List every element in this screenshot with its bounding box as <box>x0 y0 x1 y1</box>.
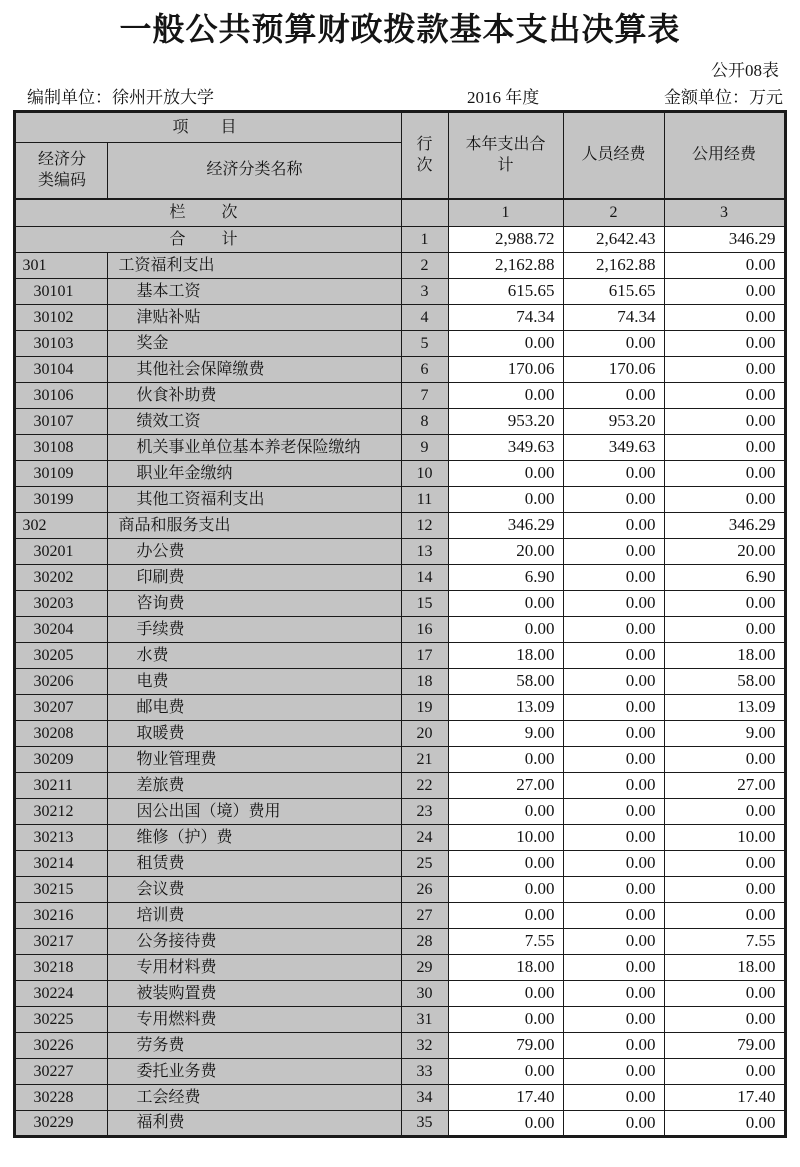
amount-public: 346.29 <box>664 513 785 539</box>
amount-public: 0.00 <box>664 1059 785 1085</box>
econ-name: 委托业务费 <box>108 1059 401 1085</box>
amount-personnel: 0.00 <box>563 1085 664 1111</box>
table-row <box>15 955 785 981</box>
econ-code: 30106 <box>15 383 108 409</box>
table-row <box>15 643 785 669</box>
amount-personnel: 0.00 <box>563 825 664 851</box>
line-no: 16 <box>401 617 448 643</box>
econ-code: 30201 <box>15 539 108 565</box>
table-row <box>15 227 785 253</box>
amount-public: 6.90 <box>664 565 785 591</box>
table-row <box>15 877 785 903</box>
form-code-label: 公开08表 <box>711 61 779 80</box>
table-row <box>15 461 785 487</box>
amount-total: 0.00 <box>448 383 563 409</box>
table-row <box>15 1111 785 1137</box>
line-no: 30 <box>401 981 448 1007</box>
amount-public: 0.00 <box>664 1007 785 1033</box>
econ-name: 伙食补助费 <box>108 383 401 409</box>
econ-name: 专用燃料费 <box>108 1007 401 1033</box>
amount-total: 0.00 <box>448 487 563 513</box>
line-no: 31 <box>401 1007 448 1033</box>
amount-total: 0.00 <box>448 591 563 617</box>
amount-public: 0.00 <box>664 383 785 409</box>
amount-public: 0.00 <box>664 487 785 513</box>
amount-public: 18.00 <box>664 643 785 669</box>
amount-personnel: 0.00 <box>563 747 664 773</box>
header-project: 项 目 <box>15 112 401 143</box>
econ-name: 绩效工资 <box>108 409 401 435</box>
amount-public: 0.00 <box>664 357 785 383</box>
econ-code: 302 <box>15 513 108 539</box>
amount-personnel: 0.00 <box>563 669 664 695</box>
amount-total: 79.00 <box>448 1033 563 1059</box>
econ-name: 福利费 <box>108 1111 401 1137</box>
table-row <box>15 409 785 435</box>
amount-public: 9.00 <box>664 721 785 747</box>
amount-total: 0.00 <box>448 747 563 773</box>
econ-name: 工会经费 <box>108 1085 401 1111</box>
amount-unit-label: 金额单位：万元 <box>664 88 783 107</box>
amount-public: 0.00 <box>664 253 785 279</box>
amount-total: 0.00 <box>448 461 563 487</box>
econ-name: 维修（护）费 <box>108 825 401 851</box>
prepared-by-label: 编制单位：徐州开放大学 <box>27 88 214 107</box>
header-col-public: 公用经费 <box>664 112 785 199</box>
amount-public: 0.00 <box>664 591 785 617</box>
table-row <box>15 747 785 773</box>
line-no: 21 <box>401 747 448 773</box>
table-row <box>15 669 785 695</box>
econ-name: 其他工资福利支出 <box>108 487 401 513</box>
econ-code: 30109 <box>15 461 108 487</box>
econ-name: 商品和服务支出 <box>108 513 401 539</box>
amount-public: 0.00 <box>664 331 785 357</box>
table-row <box>15 773 785 799</box>
amount-personnel: 2,642.43 <box>563 227 664 253</box>
line-no: 6 <box>401 357 448 383</box>
econ-code: 30101 <box>15 279 108 305</box>
amount-total: 7.55 <box>448 929 563 955</box>
table-row <box>15 487 785 513</box>
econ-code: 301 <box>15 253 108 279</box>
amount-total: 18.00 <box>448 955 563 981</box>
econ-code: 30214 <box>15 851 108 877</box>
fiscal-year-label: 2016 年度 <box>467 88 540 107</box>
amount-total: 27.00 <box>448 773 563 799</box>
econ-code: 30103 <box>15 331 108 357</box>
amount-total: 0.00 <box>448 1059 563 1085</box>
amount-personnel: 0.00 <box>563 1059 664 1085</box>
amount-public: 0.00 <box>664 461 785 487</box>
amount-personnel: 0.00 <box>563 695 664 721</box>
amount-total: 349.63 <box>448 435 563 461</box>
table-row <box>15 305 785 331</box>
amount-total: 13.09 <box>448 695 563 721</box>
econ-name: 电费 <box>108 669 401 695</box>
table-row <box>15 279 785 305</box>
econ-code: 30107 <box>15 409 108 435</box>
amount-personnel: 170.06 <box>563 357 664 383</box>
header-col-total: 本年支出合计 <box>448 112 563 199</box>
amount-public: 0.00 <box>664 877 785 903</box>
amount-total: 2,162.88 <box>448 253 563 279</box>
econ-code: 30205 <box>15 643 108 669</box>
econ-code: 30226 <box>15 1033 108 1059</box>
amount-personnel: 0.00 <box>563 331 664 357</box>
econ-name: 手续费 <box>108 617 401 643</box>
econ-name: 机关事业单位基本养老保险缴纳 <box>108 435 401 461</box>
table-row <box>15 331 785 357</box>
line-no: 28 <box>401 929 448 955</box>
econ-code: 30204 <box>15 617 108 643</box>
line-no: 11 <box>401 487 448 513</box>
econ-code: 30104 <box>15 357 108 383</box>
econ-name: 专用材料费 <box>108 955 401 981</box>
table-row <box>15 799 785 825</box>
econ-name: 基本工资 <box>108 279 401 305</box>
line-no: 1 <box>401 227 448 253</box>
amount-personnel: 0.00 <box>563 721 664 747</box>
amount-public: 0.00 <box>664 981 785 1007</box>
amount-total: 0.00 <box>448 1111 563 1137</box>
expenditure-table <box>13 110 786 1138</box>
line-no: 9 <box>401 435 448 461</box>
page-title: 一般公共预算财政拨款基本支出决算表 <box>119 11 681 47</box>
column-index-3: 3 <box>664 199 785 227</box>
econ-code: 30212 <box>15 799 108 825</box>
line-no: 3 <box>401 279 448 305</box>
amount-public: 79.00 <box>664 1033 785 1059</box>
amount-personnel: 0.00 <box>563 929 664 955</box>
table-row <box>15 1033 785 1059</box>
econ-code: 30207 <box>15 695 108 721</box>
table-row <box>15 513 785 539</box>
line-no: 29 <box>401 955 448 981</box>
amount-public: 346.29 <box>664 227 785 253</box>
econ-code: 30218 <box>15 955 108 981</box>
table-row <box>15 981 785 1007</box>
table-row <box>15 1007 785 1033</box>
econ-code: 30203 <box>15 591 108 617</box>
header-econ-name: 经济分类名称 <box>108 143 401 199</box>
amount-total: 9.00 <box>448 721 563 747</box>
amount-public: 0.00 <box>664 279 785 305</box>
table-row <box>15 695 785 721</box>
amount-total: 20.00 <box>448 539 563 565</box>
table-row <box>15 357 785 383</box>
table-row <box>15 617 785 643</box>
amount-personnel: 0.00 <box>563 955 664 981</box>
amount-total: 18.00 <box>448 643 563 669</box>
table-row <box>15 851 785 877</box>
amount-total: 0.00 <box>448 331 563 357</box>
amount-public: 0.00 <box>664 305 785 331</box>
econ-name: 工资福利支出 <box>108 253 401 279</box>
amount-public: 0.00 <box>664 435 785 461</box>
amount-personnel: 0.00 <box>563 383 664 409</box>
amount-personnel: 0.00 <box>563 1007 664 1033</box>
amount-total: 2,988.72 <box>448 227 563 253</box>
line-no: 5 <box>401 331 448 357</box>
amount-total: 0.00 <box>448 799 563 825</box>
line-no: 18 <box>401 669 448 695</box>
column-index-line-blank <box>401 199 448 227</box>
econ-code: 30202 <box>15 565 108 591</box>
table-row <box>15 721 785 747</box>
amount-personnel: 615.65 <box>563 279 664 305</box>
line-no: 20 <box>401 721 448 747</box>
econ-name: 公务接待费 <box>108 929 401 955</box>
econ-name: 办公费 <box>108 539 401 565</box>
amount-personnel: 0.00 <box>563 981 664 1007</box>
econ-name: 津贴补贴 <box>108 305 401 331</box>
amount-total: 0.00 <box>448 851 563 877</box>
amount-public: 0.00 <box>664 409 785 435</box>
table-row <box>15 825 785 851</box>
econ-code: 30227 <box>15 1059 108 1085</box>
amount-personnel: 0.00 <box>563 461 664 487</box>
amount-total: 0.00 <box>448 981 563 1007</box>
amount-personnel: 2,162.88 <box>563 253 664 279</box>
line-no: 17 <box>401 643 448 669</box>
amount-personnel: 0.00 <box>563 565 664 591</box>
amount-total: 953.20 <box>448 409 563 435</box>
meta-row <box>15 83 785 107</box>
table-row <box>15 435 785 461</box>
amount-public: 17.40 <box>664 1085 785 1111</box>
header-econ-code: 经济分类编码 <box>15 143 108 199</box>
line-no: 22 <box>401 773 448 799</box>
amount-public: 10.00 <box>664 825 785 851</box>
line-no: 33 <box>401 1059 448 1085</box>
econ-code: 30102 <box>15 305 108 331</box>
amount-total: 170.06 <box>448 357 563 383</box>
amount-personnel: 0.00 <box>563 1033 664 1059</box>
econ-name: 因公出国（境）费用 <box>108 799 401 825</box>
econ-code: 30216 <box>15 903 108 929</box>
line-no: 23 <box>401 799 448 825</box>
table-row <box>15 903 785 929</box>
econ-code: 30206 <box>15 669 108 695</box>
amount-personnel: 953.20 <box>563 409 664 435</box>
amount-public: 58.00 <box>664 669 785 695</box>
line-no: 27 <box>401 903 448 929</box>
econ-code: 30208 <box>15 721 108 747</box>
header-col-personnel: 人员经费 <box>563 112 664 199</box>
amount-total: 615.65 <box>448 279 563 305</box>
amount-personnel: 0.00 <box>563 851 664 877</box>
line-no: 14 <box>401 565 448 591</box>
table-body <box>15 199 785 1137</box>
table-row <box>15 929 785 955</box>
line-no: 19 <box>401 695 448 721</box>
econ-code: 30229 <box>15 1111 108 1137</box>
line-no: 34 <box>401 1085 448 1111</box>
column-index-label: 栏 次 <box>15 199 401 227</box>
amount-personnel: 0.00 <box>563 773 664 799</box>
amount-public: 0.00 <box>664 617 785 643</box>
amount-personnel: 0.00 <box>563 799 664 825</box>
amount-total: 346.29 <box>448 513 563 539</box>
amount-total: 0.00 <box>448 903 563 929</box>
econ-code: 30213 <box>15 825 108 851</box>
line-no: 24 <box>401 825 448 851</box>
amount-personnel: 0.00 <box>563 591 664 617</box>
table-row <box>15 539 785 565</box>
line-no: 10 <box>401 461 448 487</box>
line-no: 32 <box>401 1033 448 1059</box>
column-index-1: 1 <box>448 199 563 227</box>
econ-name: 被装购置费 <box>108 981 401 1007</box>
amount-personnel: 0.00 <box>563 617 664 643</box>
econ-name: 物业管理费 <box>108 747 401 773</box>
econ-code: 30199 <box>15 487 108 513</box>
line-no: 25 <box>401 851 448 877</box>
table-row <box>15 565 785 591</box>
amount-total: 0.00 <box>448 617 563 643</box>
amount-personnel: 349.63 <box>563 435 664 461</box>
amount-personnel: 0.00 <box>563 877 664 903</box>
amount-total: 6.90 <box>448 565 563 591</box>
amount-total: 58.00 <box>448 669 563 695</box>
amount-public: 18.00 <box>664 955 785 981</box>
econ-name: 邮电费 <box>108 695 401 721</box>
econ-name: 培训费 <box>108 903 401 929</box>
econ-name: 其他社会保障缴费 <box>108 357 401 383</box>
amount-personnel: 74.34 <box>563 305 664 331</box>
line-no: 35 <box>401 1111 448 1137</box>
line-no: 26 <box>401 877 448 903</box>
line-no: 12 <box>401 513 448 539</box>
table-row <box>15 383 785 409</box>
amount-personnel: 0.00 <box>563 539 664 565</box>
amount-total: 0.00 <box>448 1007 563 1033</box>
econ-code: 30108 <box>15 435 108 461</box>
econ-name: 取暖费 <box>108 721 401 747</box>
econ-code: 30224 <box>15 981 108 1007</box>
amount-total: 0.00 <box>448 877 563 903</box>
table-row <box>15 253 785 279</box>
econ-code: 30217 <box>15 929 108 955</box>
amount-public: 0.00 <box>664 851 785 877</box>
table-row <box>15 591 785 617</box>
amount-total: 10.00 <box>448 825 563 851</box>
amount-public: 20.00 <box>664 539 785 565</box>
amount-total: 74.34 <box>448 305 563 331</box>
amount-public: 13.09 <box>664 695 785 721</box>
amount-public: 0.00 <box>664 903 785 929</box>
econ-name: 印刷费 <box>108 565 401 591</box>
econ-code: 30209 <box>15 747 108 773</box>
amount-personnel: 0.00 <box>563 643 664 669</box>
econ-name: 劳务费 <box>108 1033 401 1059</box>
column-index-2: 2 <box>563 199 664 227</box>
amount-public: 27.00 <box>664 773 785 799</box>
header-line-no: 行次 <box>401 112 448 199</box>
amount-total: 17.40 <box>448 1085 563 1111</box>
amount-public: 0.00 <box>664 1111 785 1137</box>
econ-name: 奖金 <box>108 331 401 357</box>
econ-name: 租赁费 <box>108 851 401 877</box>
econ-name: 差旅费 <box>108 773 401 799</box>
econ-name: 职业年金缴纳 <box>108 461 401 487</box>
econ-code: 30225 <box>15 1007 108 1033</box>
table-row <box>15 1059 785 1085</box>
econ-code: 30211 <box>15 773 108 799</box>
column-index-row <box>15 199 785 227</box>
table-row <box>15 1085 785 1111</box>
econ-code: 30215 <box>15 877 108 903</box>
amount-personnel: 0.00 <box>563 513 664 539</box>
row-label: 合 计 <box>15 227 401 253</box>
amount-public: 0.00 <box>664 799 785 825</box>
econ-name: 会议费 <box>108 877 401 903</box>
line-no: 7 <box>401 383 448 409</box>
amount-public: 7.55 <box>664 929 785 955</box>
amount-personnel: 0.00 <box>563 1111 664 1137</box>
line-no: 4 <box>401 305 448 331</box>
amount-personnel: 0.00 <box>563 487 664 513</box>
line-no: 2 <box>401 253 448 279</box>
line-no: 13 <box>401 539 448 565</box>
line-no: 8 <box>401 409 448 435</box>
econ-name: 水费 <box>108 643 401 669</box>
header-row-1 <box>15 112 785 143</box>
econ-code: 30228 <box>15 1085 108 1111</box>
amount-public: 0.00 <box>664 747 785 773</box>
econ-name: 咨询费 <box>108 591 401 617</box>
amount-personnel: 0.00 <box>563 903 664 929</box>
line-no: 15 <box>401 591 448 617</box>
